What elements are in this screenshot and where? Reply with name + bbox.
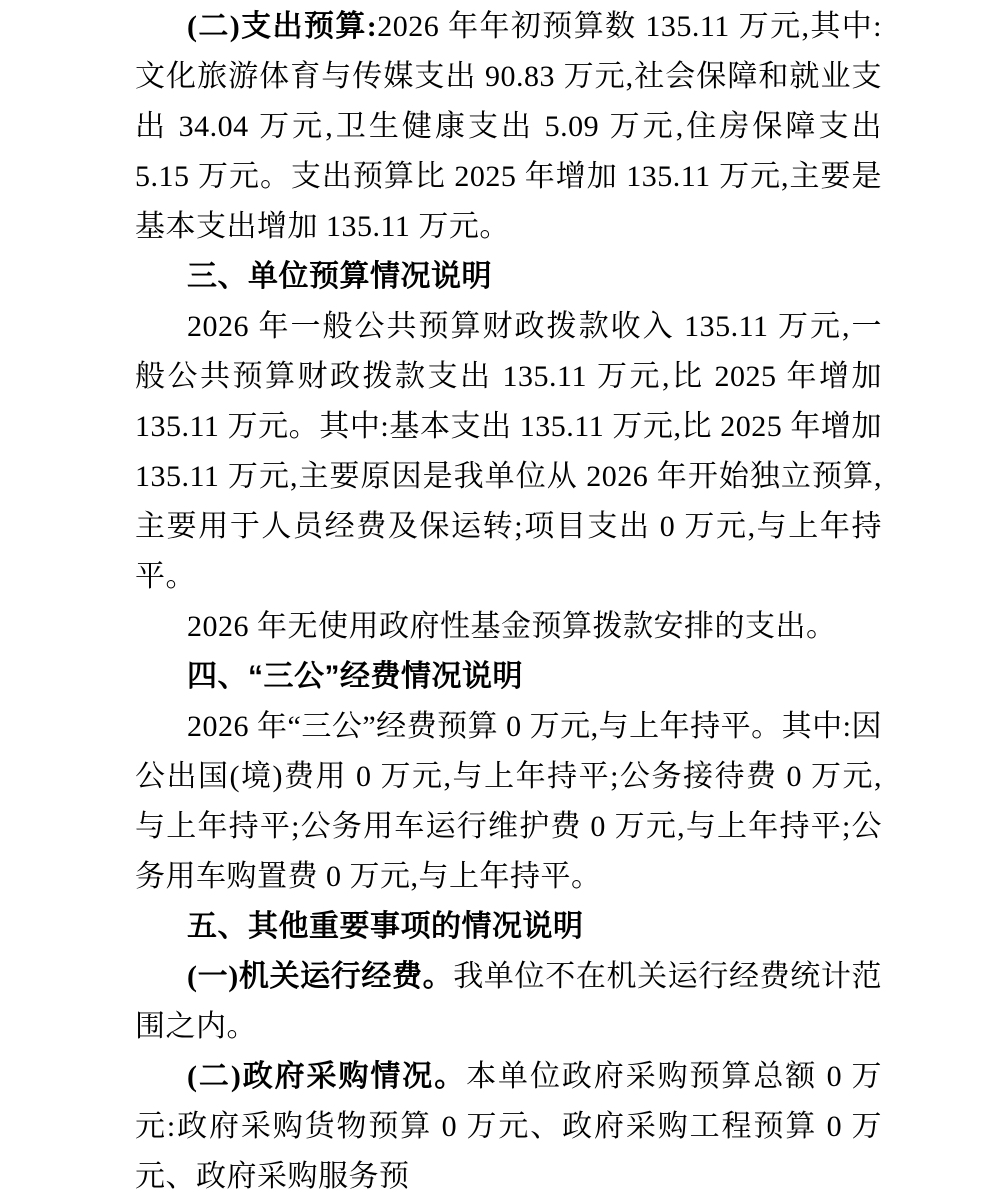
paragraph-government-fund-budget: 2026 年无使用政府性基金预算拨款安排的支出。 [187, 610, 837, 643]
paragraph-expenditure-budget-text: 2026 年年初预算数 135.11 万元,其中:文化旅游体育与传媒支出 90.83 万元,社会保障和就业支出 34.04 万元,卫生健康支出 5.09 万元,住房保障支出 5.15 万元。支出预算比 2025 年增加 135.11 万元,主要是基本支出增加 135.11 万元。 [135, 10, 882, 243]
paragraph-expenditure-budget-lead: (二)支出预算: [187, 10, 378, 43]
paragraph-government-procurement-text: 本单位政府采购预算总额 0 万元:政府采购货物预算 0 万元、政府采购工程预算 0 万元、政府采购服务预 [135, 1060, 883, 1193]
paragraph-general-public-budget: 2026 年一般公共预算财政拨款收入 135.11 万元,一般公共预算财政拨款支出 135.11 万元,比 2025 年增加 135.11 万元。其中:基本支出 135.11 万元,比 2025 年增加 135.11 万元,主要原因是我单位从 2026 年开始独立预算,主要用于人员经费及保运转;项目支出 0 万元,与上年持平。 [135, 310, 882, 593]
paragraph-agency-operation-expense [135, 952, 882, 1052]
paragraph-government-procurement-lead: (二)政府采购情况。 [187, 1060, 467, 1093]
paragraph-three-public-expenses: 2026 年“三公”经费预算 0 万元,与上年持平。其中:因公出国(境)费用 0 万元,与上年持平;公务接待费 0 万元,与上年持平;公务用车运行维护费 0 万元,与上年持平;公务用车购置费 0 万元,与上年持平。 [135, 710, 882, 893]
paragraph-agency-operation-expense-lead: (一)机关运行经费。 [187, 960, 454, 993]
paragraph-expenditure-budget [135, 2, 882, 252]
heading-other-important-matters: 五、其他重要事项的情况说明 [187, 910, 584, 943]
heading-unit-budget-explanation: 三、单位预算情况说明 [187, 260, 492, 293]
paragraph-agency-operation-expense-text: 我单位不在机关运行经费统计范围之内。 [135, 960, 883, 1043]
heading-three-public-expenses: 四、“三公”经费情况说明 [187, 660, 523, 693]
paragraph-government-procurement [135, 1052, 882, 1202]
